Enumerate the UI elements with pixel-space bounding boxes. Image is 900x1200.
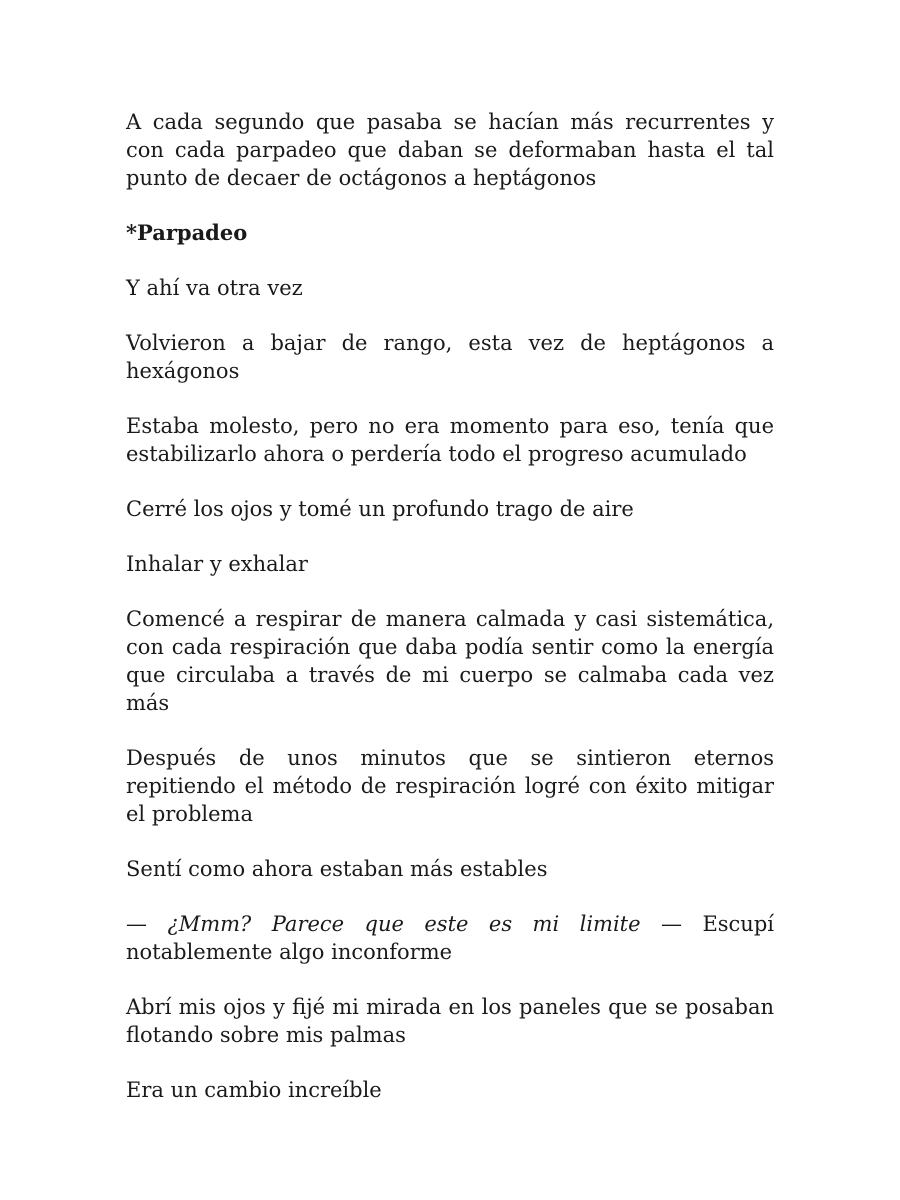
dialogue-dash-open: — bbox=[126, 912, 168, 936]
paragraph: Estaba molesto, pero no era momento para eso, tenía que estabilizarlo ahora o perdería todo el progreso acumulado bbox=[126, 414, 774, 466]
paragraph: Inhalar y exhalar bbox=[126, 552, 308, 576]
paragraph: Después de unos minutos que se sintieron eternos repitiendo el método de respiración logré con éxito mitigar el problema bbox=[126, 746, 774, 826]
dialogue-dash-close: — bbox=[640, 912, 703, 936]
paragraph: Comencé a respirar de manera calmada y casi sistemática, con cada respiración que daba podía sentir como la energía que circulaba a través de mi cuerpo se calmaba cada vez más bbox=[126, 607, 774, 715]
dialogue-paragraph bbox=[126, 910, 774, 966]
paragraph: Abrí mis ojos y fijé mi mirada en los paneles que se posaban flotando sobre mis palmas bbox=[126, 995, 774, 1047]
paragraph: Sentí como ahora estaban más estables bbox=[126, 857, 548, 881]
paragraph: Era un cambio increíble bbox=[126, 1078, 382, 1102]
paragraph: A cada segundo que pasaba se hacían más recurrentes y con cada parpadeo que daban se deformaban hasta el tal punto de decaer de octágonos a heptágonos bbox=[126, 110, 774, 190]
dialogue-narration: Escupí notablemente algo inconforme bbox=[126, 912, 774, 964]
paragraph: Volvieron a bajar de rango, esta vez de heptágonos a hexágonos bbox=[126, 331, 774, 383]
document-page bbox=[126, 108, 774, 1131]
paragraph: Y ahí va otra vez bbox=[126, 276, 303, 300]
dialogue-speech: ¿Mmm? Parece que este es mi limite bbox=[167, 912, 641, 936]
section-heading: *Parpadeo bbox=[126, 220, 248, 245]
paragraph: Cerré los ojos y tomé un profundo trago de aire bbox=[126, 497, 634, 521]
